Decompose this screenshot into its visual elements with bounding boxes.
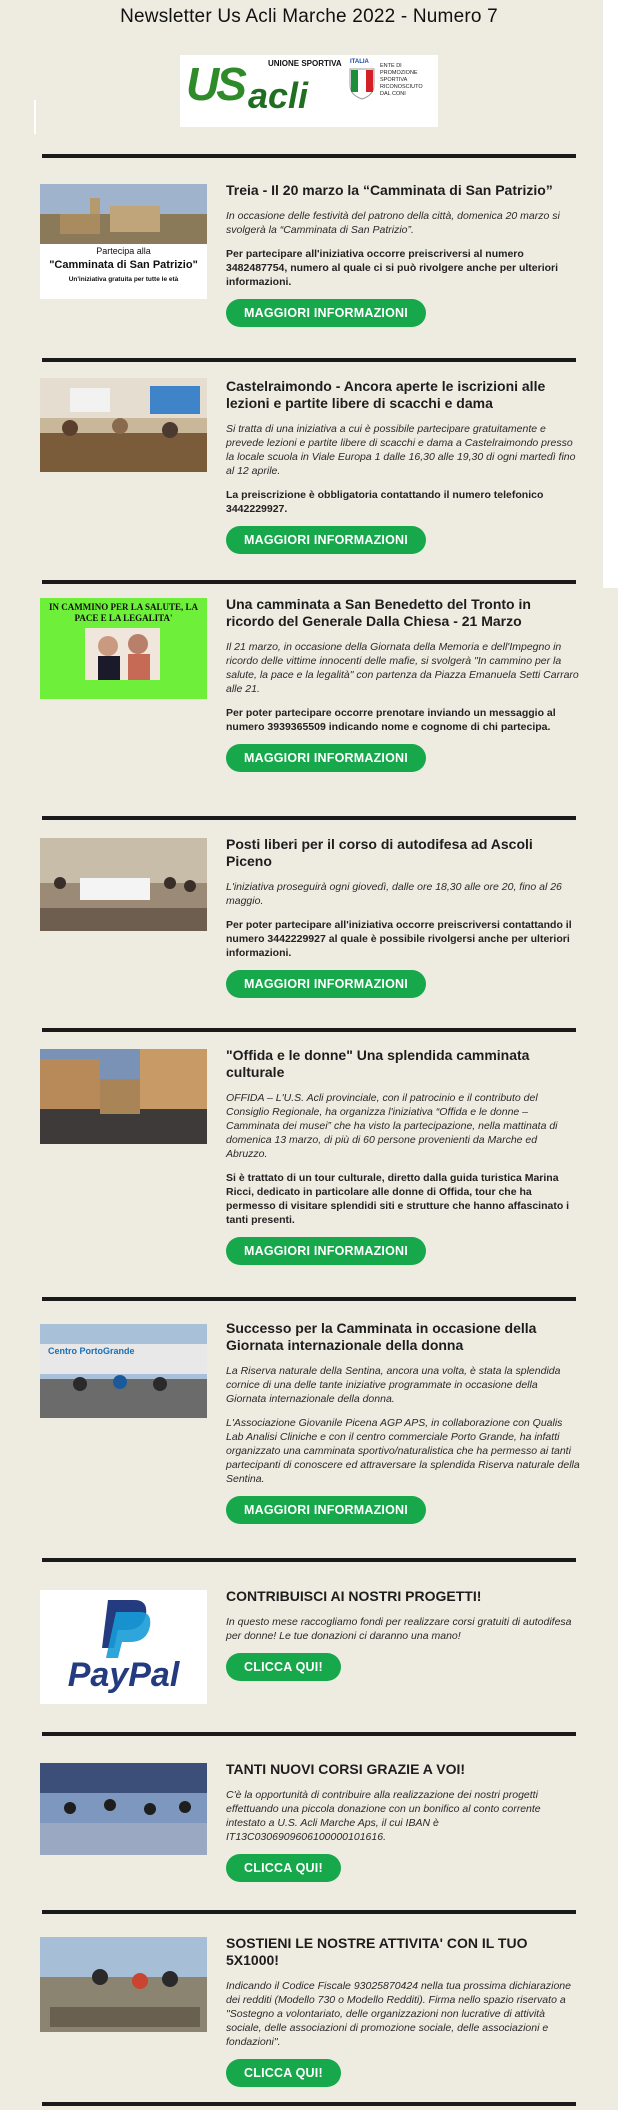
- page-edge: [603, 0, 618, 588]
- legalita-image[interactable]: [40, 598, 207, 699]
- article-text: [226, 1761, 580, 1882]
- article-lead: In occasione delle festività del patrono della città, domenica 20 marzo si svolgerà la “Camminata di San Patrizio”.: [226, 210, 560, 236]
- divider: [42, 1732, 576, 1736]
- us-acli-logo[interactable]: [180, 55, 438, 127]
- article-lead-2: L'Associazione Giovanile Picena AGP APS, in collaborazione con Qualis Lab Analisi Cliniche e con il centro commerciale Porto Grande, ha infatti organizzato una camminata sportivo/naturalistica che ha permesso ai tanti partecipanti di conoscere ed attraversare la splendida Riserva naturale della Sentina.: [226, 1417, 580, 1485]
- divider: [42, 816, 576, 820]
- offida-image[interactable]: [40, 1049, 207, 1144]
- logo-italia: ITALIA: [350, 59, 369, 65]
- article-body: Si è trattato di un tour culturale, diretto dalla guida turistica Marina Ricci, dedicato in particolare alle donne di Offida, tour che ha permesso di visitare splendidi siti e strutture che hanno affascinato i tanti presenti.: [226, 1172, 570, 1226]
- article-text: [226, 1935, 580, 2087]
- newsletter-title: Newsletter Us Acli Marche 2022 - Numero 7: [120, 6, 498, 27]
- paypal-wordmark: PayPal: [67, 1656, 180, 1694]
- treia-image-sub: Un'iniziativa gratuita per tutte le età: [68, 276, 179, 283]
- click-here-button[interactable]: CLICCA QUI!: [226, 2059, 341, 2087]
- divider: [42, 1297, 576, 1301]
- divider: [42, 580, 576, 584]
- side-marker: [34, 100, 36, 134]
- more-info-button[interactable]: MAGGIORI INFORMAZIONI: [226, 1496, 426, 1524]
- divider: [42, 1910, 576, 1914]
- article-lead: Indicando il Codice Fiscale 93025870424 nella tua prossima dichiarazione dei redditi (Modello 730 o Modello Redditi). Firma nello spazio riservato a "Sostegno a volontariato, delle organizzazioni non lucrative di attività sociale, delle associazioni di promozione sociale, delle associazioni e fondazioni".: [226, 1980, 571, 2048]
- divider: [42, 1028, 576, 1032]
- treia-image-title: "Camminata di San Patrizio": [49, 259, 198, 271]
- more-info-button[interactable]: MAGGIORI INFORMAZIONI: [226, 744, 426, 772]
- 5x1000-image[interactable]: [40, 1937, 207, 2032]
- article-text: [226, 836, 580, 998]
- logo-us-text: US: [186, 58, 244, 110]
- article-title: TANTI NUOVI CORSI GRAZIE A VOI!: [226, 1761, 466, 1777]
- portogrande-sign: Centro PortoGrande: [48, 1346, 135, 1356]
- article-lead: Si tratta di una iniziativa a cui è possibile partecipare gratuitamente e prevede lezioni e partite libere di scacchi e dama a Castelraimondo presso la locale scuola in Viale Europa 1 dalle 16,30 alle 19,30 di ogni martedì fino al 12 aprile.: [226, 423, 576, 477]
- article-body: Per partecipare all'iniziativa occorre preiscriversi al numero 3482487754, numero al quale ci si può rivolgere anche per ulteriori informazioni.: [226, 248, 559, 288]
- article-body: Per poter partecipare occorre prenotare inviando un messaggio al numero 3939365509 indicando nome e cognome di chi partecipa.: [226, 707, 556, 733]
- article-lead: Il 21 marzo, in occasione della Giornata della Memoria e dell'Impegno in ricordo delle vittime innocenti delle mafie, si svolgerà "In cammino per la salute, la pace e la legalità" con partenza da Piazza Emanuela Setti Carraro alle 21.: [226, 641, 579, 695]
- article-text: [226, 1047, 580, 1265]
- more-info-button[interactable]: MAGGIORI INFORMAZIONI: [226, 299, 426, 327]
- article-body: La preiscrizione è obbligatoria contattando il numero telefonico 3442229927.: [226, 489, 544, 515]
- autodifesa-image[interactable]: [40, 838, 207, 931]
- article-title: Successo per la Camminata in occasione della Giornata internazionale della donna: [226, 1320, 537, 1353]
- divider: [42, 1558, 576, 1562]
- divider: [42, 358, 576, 362]
- coni-shield-icon: [348, 61, 376, 101]
- article-title: Castelraimondo - Ancora aperte le iscrizioni alle lezioni e partite libere di scacchi e dama: [226, 378, 546, 411]
- more-info-button[interactable]: MAGGIORI INFORMAZIONI: [226, 1237, 426, 1265]
- treia-image[interactable]: [40, 184, 207, 299]
- article-text: [226, 1588, 580, 1681]
- more-info-button[interactable]: MAGGIORI INFORMAZIONI: [226, 970, 426, 998]
- article-text: [226, 596, 580, 772]
- logo-acli-text: acli: [248, 75, 309, 116]
- more-info-button[interactable]: MAGGIORI INFORMAZIONI: [226, 526, 426, 554]
- chess-class-image[interactable]: [40, 378, 207, 472]
- article-text: [226, 182, 580, 327]
- article-title: CONTRIBUISCI AI NOSTRI PROGETTI!: [226, 1588, 482, 1604]
- article-text: [226, 378, 580, 554]
- click-here-button[interactable]: CLICCA QUI!: [226, 1653, 341, 1681]
- article-body: Per poter partecipare all'iniziativa occorre preiscriversi contattando il numero 3442229927 al quale è possibile rivolgersi anche per ulteriori informazioni.: [226, 919, 572, 959]
- article-title: "Offida e le donne" Una splendida camminata culturale: [226, 1047, 530, 1080]
- logo-tagline: UNIONE SPORTIVA: [268, 59, 342, 68]
- article-title: Posti liberi per il corso di autodifesa ad Ascoli Piceno: [226, 836, 533, 869]
- divider: [42, 154, 576, 158]
- article-text: [226, 1320, 580, 1524]
- article-lead: La Riserva naturale della Sentina, ancora una volta, è stata la splendida cornice di una delle tante iniziative programmate in occasione della Giornata internazionale della donna.: [226, 1365, 561, 1405]
- click-here-button[interactable]: CLICCA QUI!: [226, 1854, 341, 1882]
- corsi-image[interactable]: [40, 1763, 207, 1855]
- article-lead: C'è la opportunità di contribuire alla realizzazione dei nostri progetti effettuando una piccola donazione con un bonifico al conto corrente intestato a U.S. Acli Marche Aps, il cui IBAN è IT13C0306909606100000101616.: [226, 1789, 541, 1843]
- treia-image-caption: Partecipa alla: [96, 246, 151, 256]
- sentina-image[interactable]: [40, 1324, 207, 1418]
- logo-coni-text: ENTE DI PROMOZIONE SPORTIVA RICONOSCIUTO DAL CONI: [380, 63, 423, 97]
- article-title: Una camminata a San Benedetto del Tronto in ricordo del Generale Dalla Chiesa - 21 Marzo: [226, 596, 531, 629]
- article-title: Treia - Il 20 marzo la “Camminata di San Patrizio”: [226, 182, 553, 198]
- legalita-image-title: IN CAMMINO PER LA SALUTE, LA PACE E LA LEGALITA': [48, 602, 198, 623]
- divider: [42, 2102, 576, 2106]
- article-lead: In questo mese raccogliamo fondi per realizzare corsi gratuiti di autodifesa per donne! Le tue donazioni ci daranno una mano!: [226, 1616, 572, 1642]
- article-title: SOSTIENI LE NOSTRE ATTIVITA' CON IL TUO 5X1000!: [226, 1935, 528, 1968]
- article-lead: L'iniziativa proseguirà ogni giovedì, dalle ore 18,30 alle ore 20, fino al 26 maggio.: [226, 881, 562, 907]
- article-lead: OFFIDA – L'U.S. Acli provinciale, con il patrocinio e il contributo del Consiglio Regionale, ha organizza l'iniziativa “Offida e le donne – Camminata dei musei” che ha visto la partecipazione, nella mattinata di domenica 13 marzo, di più di 60 persone provenienti da Marche ed Abruzzo.: [226, 1092, 558, 1160]
- paypal-image[interactable]: [40, 1590, 207, 1704]
